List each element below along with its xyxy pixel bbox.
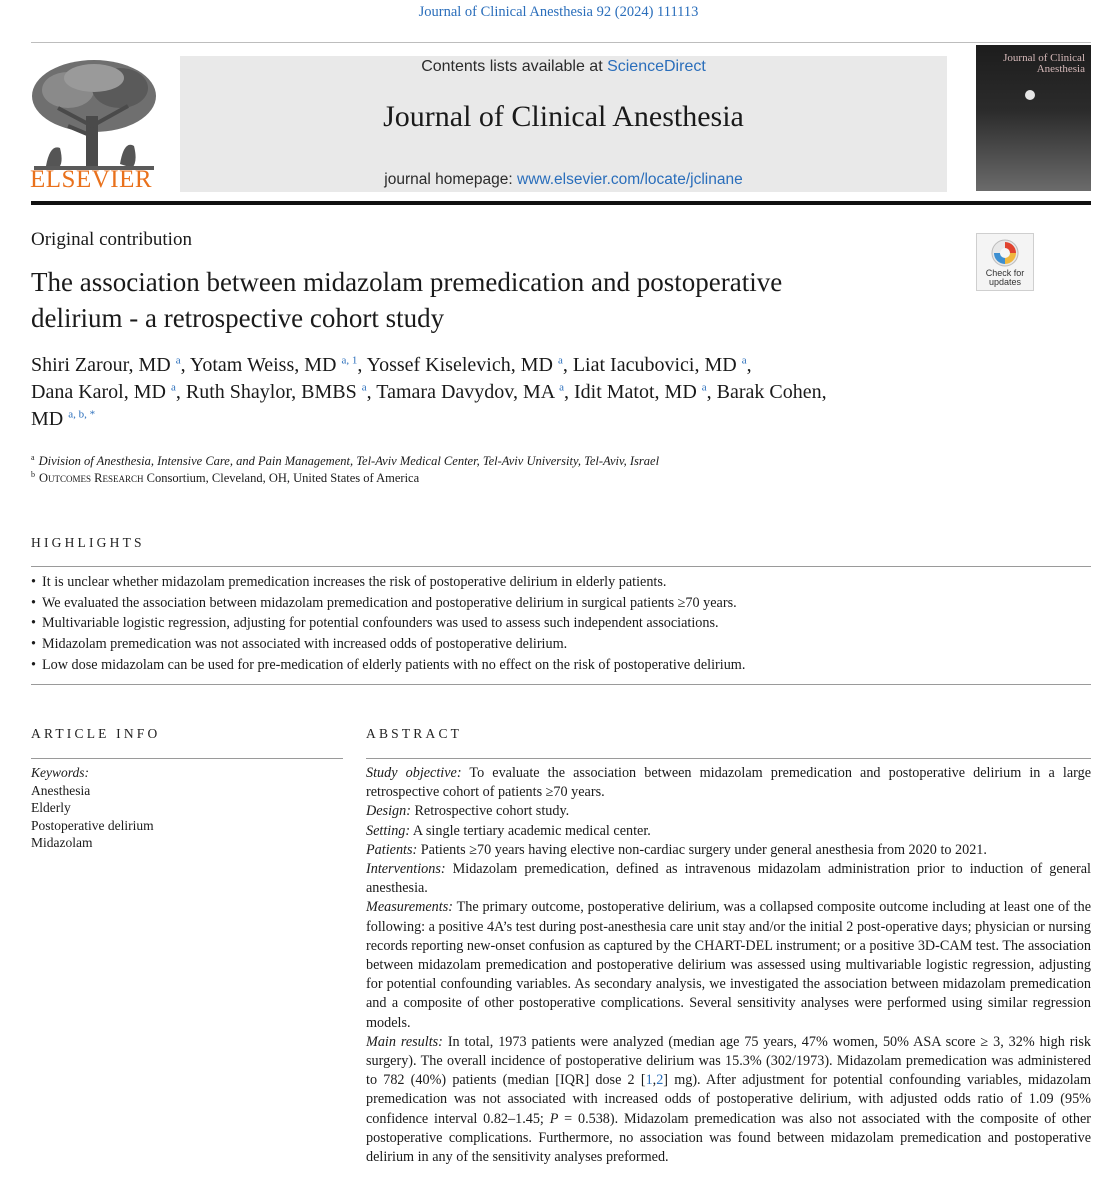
abstract-label: Patients: — [366, 841, 418, 858]
keyword: Anesthesia — [31, 782, 91, 798]
author-name[interactable]: Shiri Zarour, MD — [31, 354, 171, 376]
keyword: Elderly — [31, 800, 71, 815]
journal-masthead — [180, 56, 947, 192]
author-affiliation-marker[interactable]: a, 1 — [341, 354, 358, 367]
article-title — [31, 264, 931, 336]
highlight-item: • It is unclear whether midazolam premedication increases the risk of postoperative delirium in elderly patients. — [31, 572, 745, 593]
author-name[interactable]: Tamara Davydov, MA — [376, 381, 555, 403]
author-affiliation-marker[interactable]: a — [175, 354, 181, 367]
reference-link[interactable]: 2 — [656, 1072, 664, 1089]
abstract-rule — [366, 758, 1091, 759]
author-name[interactable]: Yossef Kiselevich, MD — [366, 354, 553, 376]
keyword: Midazolam — [31, 835, 93, 850]
keywords-title: Keywords: — [31, 765, 89, 780]
author-affiliation-marker[interactable]: a — [741, 354, 747, 367]
abstract-label: Interventions: — [366, 861, 446, 878]
cover-title-line: Anesthesia — [1036, 63, 1085, 75]
reference-link[interactable]: 1 — [645, 1072, 653, 1089]
abstract-body — [366, 764, 1091, 1167]
author-name[interactable]: Ruth Shaylor, BMBS — [185, 381, 357, 403]
abstract-text: In total, 1973 patients were analyzed (median age 75 years, 47% women, 50% ASA score ≥ 3, 32% high risk surgery). The overall incidence of postoperative delirium was 15.3% (302/1973). Midazolam premedication was administered to 782 (40%) patients (median [IQR] dose 2 [ — [366, 1033, 1092, 1089]
abstract-text: ] mg). After adjustment for potential confounding variables, midazolam premedication was not associated with increased odds of postoperative delirium, with adjusted odds ratio of 1.09 (95% confidence interval 0.82–1.45; — [366, 1072, 1091, 1127]
abstract-label: Setting: — [366, 822, 411, 839]
highlights-heading: HIGHLIGHTS — [31, 535, 145, 550]
author-affiliation-marker[interactable]: a — [361, 381, 367, 394]
author-name[interactable]: Yotam Weiss, MD — [189, 354, 337, 376]
highlight-item: • We evaluated the association between midazolam premedication and postoperative delirium in surgical patients ≥70 years. — [31, 593, 745, 614]
article-title-line: delirium - a retrospective cohort study — [31, 303, 445, 333]
check-for-updates-badge[interactable] — [976, 233, 1034, 291]
abstract-main-results — [366, 1033, 1091, 1167]
author-list: Shiri Zarour, MD $^a$, Yotam Weiss, MD $^{a, 1}$, Yossef Kiselevich, MD $^a$, Liat Iacubovici, MD $^a$, Dana Karol, MD $^a$, Ruth Shaylor, BMBS $^a$, Tamara Davydov, MA $^a$, Idit Matot, MD $^a$, Barak Cohen, MD $^{a, b, *}$ — [31, 354, 827, 430]
highlights-rule-top — [31, 566, 1091, 567]
abstract-setting — [366, 822, 1091, 841]
header-thick-rule — [31, 201, 1091, 205]
author-name[interactable]: Idit Matot, MD — [574, 381, 697, 403]
article-info-rule — [31, 758, 343, 759]
cover-dot-icon — [1024, 89, 1036, 101]
abstract-label: Main results: — [366, 1033, 443, 1050]
crossmark-label-line: updates — [988, 277, 1022, 287]
journal-title: Journal of Clinical Anesthesia — [383, 100, 744, 133]
abstract-text: Patients ≥70 years having elective non-cardiac surgery under general anesthesia from 2020 to 2021. — [417, 841, 987, 858]
article-info-heading: ARTICLE INFO — [31, 726, 161, 741]
highlight-item: • Low dose midazolam can be used for pre-medication of elderly patients with no effect on the risk of postoperative delirium. — [31, 655, 745, 676]
affiliation-marker: b — [31, 470, 35, 479]
homepage-prefix: journal homepage: — [384, 171, 517, 188]
abstract-text: Midazolam premedication, defined as intravenous midazolam administration prior to induction of general anesthesia. — [366, 861, 1091, 897]
crossmark-icon — [991, 239, 1019, 267]
highlight-item: • Midazolam premedication was not associated with increased odds of postoperative delirium. — [31, 634, 745, 655]
reference-separator: , — [652, 1072, 657, 1089]
keyword: Postoperative delirium — [31, 817, 154, 833]
article-title-line: The association between midazolam premedication and postoperative — [31, 267, 783, 297]
cover-title — [1003, 53, 1085, 75]
author-name[interactable]: Barak Cohen, — [716, 381, 827, 403]
top-divider — [31, 42, 1091, 43]
highlights-list — [31, 572, 745, 676]
abstract-text: Retrospective cohort study. — [410, 803, 570, 820]
elsevier-wordmark[interactable]: ELSEVIER — [30, 166, 153, 193]
journal-homepage-link[interactable]: www.elsevier.com/locate/jclinane — [517, 171, 743, 188]
affiliation-marker: a — [31, 453, 35, 462]
abstract-study-objective — [366, 764, 1091, 802]
abstract-design — [366, 802, 1091, 821]
affiliation-text: Consortium, Cleveland, OH, United States of America — [143, 471, 420, 486]
journal-citation[interactable]: Journal of Clinical Anesthesia 92 (2024) 111113 — [418, 4, 699, 20]
abstract-text: = 0.538). Midazolam premedication was also not associated with the composite of other postoperative complications. Furthermore, no association was found between midazolam premedication and postoperative delirium in any of the sensitivity analyses preformed. — [366, 1110, 1091, 1166]
abstract-interventions — [366, 860, 1091, 898]
affiliation-a — [31, 453, 659, 469]
journal-cover-thumbnail[interactable] — [976, 45, 1091, 191]
abstract-measurements — [366, 898, 1091, 1032]
abstract-text: The primary outcome, postoperative delirium, was a collapsed composite outcome including at least one of the following: a positive 4A’s test during post-anesthesia care unit stay and/or the initial 2 post-operative days; physician or nursing records reporting new-onset confusion as captured by the CHART-DEL instrument; or a positive 3D-CAM test. The association between midazolam premedication and postoperative delirium was assessed using multivariable logistic regression, adjusting for potential confounding variables. As secondary analysis, we investigated the association between midazolam premedication and a composite of other postoperative complications. Several sensitivity analyses were performed using similar regression models. — [366, 899, 1091, 1031]
abstract-patients — [366, 841, 1091, 860]
author-name[interactable]: Liat Iacubovici, MD — [572, 354, 737, 376]
affiliation-text: Division of Anesthesia, Intensive Care, and Pain Management, Tel-Aviv Medical Center, Tel-Aviv University, Tel-Aviv, Israel — [38, 454, 660, 469]
abstract-label: Measurements: — [366, 899, 453, 916]
affiliation-b — [31, 470, 419, 486]
abstract-text: A single tertiary academic medical center. — [410, 822, 651, 839]
author-affiliation-marker[interactable]: a — [170, 381, 176, 394]
abstract-heading: ABSTRACT — [366, 726, 463, 741]
affiliation-smallcaps-text: Outcomes Research — [39, 471, 144, 486]
cover-title-line: Journal of Clinical — [1003, 52, 1085, 64]
sciencedirect-link[interactable]: ScienceDirect — [607, 58, 706, 75]
keywords-block — [31, 764, 154, 852]
highlights-rule-bottom — [31, 684, 1091, 685]
abstract-label: Design: — [366, 803, 411, 820]
contents-available-line — [180, 58, 947, 76]
abstract-text: To evaluate the association between midazolam premedication and postoperative delirium in a large retrospective cohort of patients ≥70 years. — [366, 765, 1091, 801]
journal-homepage-line — [180, 171, 947, 189]
crossmark-label-line: Check for — [985, 268, 1025, 278]
author-name[interactable]: Dana Karol, MD — [31, 381, 166, 403]
abstract-label: Study objective: — [366, 765, 462, 781]
author-affiliation-marker[interactable]: a, b, * — [68, 408, 96, 421]
author-name[interactable]: MD — [31, 408, 64, 430]
highlight-item: • Multivariable logistic regression, adjusting for potential confounders was used to assess such independent associations. — [31, 613, 745, 634]
contents-prefix: Contents lists available at — [421, 58, 608, 75]
author-affiliation-marker[interactable]: a — [701, 381, 707, 394]
p-value-label: P — [549, 1110, 559, 1127]
author-affiliation-marker[interactable]: a — [559, 381, 564, 394]
author-affiliation-marker[interactable]: a — [557, 354, 563, 367]
crossmark-label — [977, 269, 1033, 287]
article-type: Original contribution — [31, 229, 192, 250]
